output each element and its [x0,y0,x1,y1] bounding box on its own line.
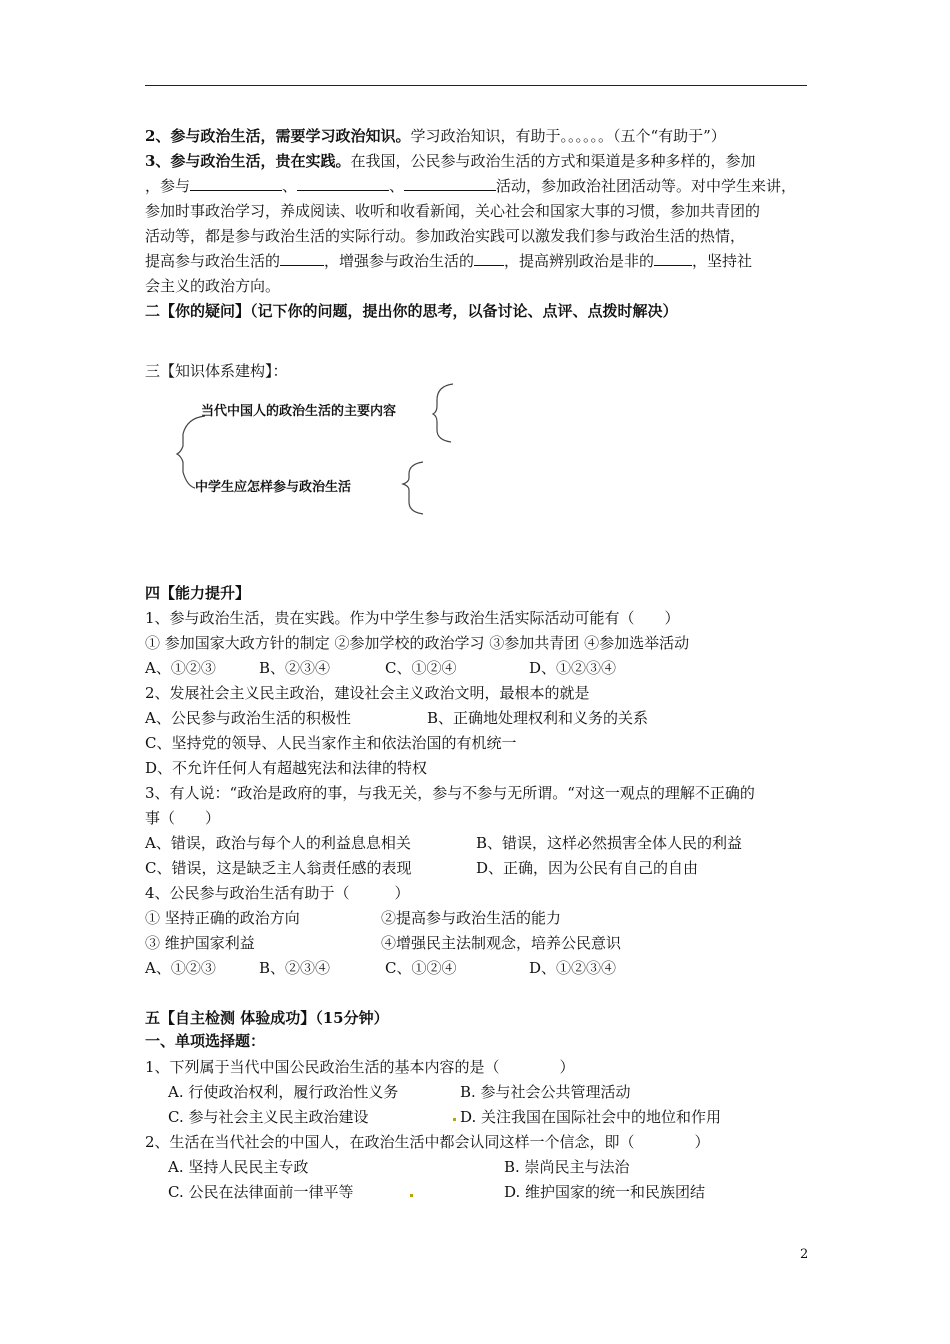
option-c[interactable]: C、坚持党的领导、人民当家作主和依法治国的有机统一 [145,734,517,752]
item-3: ③ 维护国家利益 [145,934,255,952]
option-d[interactable]: D. 关注我国在国际社会中的地位和作用 [460,1108,722,1126]
diagram-label-student-participation: 中学生应怎样参与政治生活 [195,480,352,495]
text-practice: 在我国，公民参与政治生活的方式和渠道是多种多样的，参加 [350,152,756,170]
text-line-7: 会主义的政治方向。 [145,277,281,295]
option-b[interactable]: B. 崇尚民主与法治 [504,1158,630,1176]
knowledge-diagram [175,378,465,520]
section-ability-heading: 四【能力提升】 [145,584,251,602]
ability-q1: 1、参与政治生活，贵在实践。作为中学生参与政治生活实际活动可能有（ ） [145,609,680,627]
diagram-label-main-content: 当代中国人的政治生活的主要内容 [201,404,397,419]
text-line-5: 活动等，都是参与政治生活的实际行动。参加政治实践可以激发我们参与政治生活的热情， [145,227,746,245]
option-c[interactable]: C. 公民在法律面前一律平等 [168,1183,354,1201]
heading-learn-knowledge: 2、参与政治生活，需要学习政治知识。 [145,127,411,145]
section-questions-heading: 二【你的疑问】（记下你的问题，提出你的思考，以备讨论、点评、点拨时解决） [145,302,678,320]
single-choice-heading: 一、单项选择题： [145,1032,266,1050]
item-2: ②提高参与政治生活的能力 [381,909,562,927]
text-uphold: ，坚持社 [692,252,753,270]
option-b[interactable]: B. 参与社会公共管理活动 [460,1083,631,1101]
test-q1: 1、下列属于当代中国公民政治生活的基本内容的是（ ） [145,1058,575,1076]
fill-blank-4[interactable] [280,251,324,266]
text-line-1 [145,126,813,146]
stray-mark [410,1194,413,1197]
fill-blank-5[interactable] [474,251,504,266]
page-number: 2 [800,1247,809,1262]
option-d[interactable]: D、①②③④ [529,659,617,677]
section-selftest-heading: 五【自主检测 体验成功】（15分钟） [145,1009,389,1027]
text-line-2 [145,151,813,171]
option-d[interactable]: D、①②③④ [529,959,617,977]
option-c[interactable]: C、①②④ [385,959,457,977]
heading-practice: 3、参与政治生活，贵在实践。 [145,152,351,170]
fill-blank-3[interactable] [404,176,496,191]
ability-q4: 4、公民参与政治生活有助于（ ） [145,884,410,902]
option-c[interactable]: C. 参与社会主义民主政治建设 [168,1108,369,1126]
option-c[interactable]: C、错误，这是缺乏主人翁责任感的表现 [145,859,412,877]
item-4: ④增强民主法制观念，培养公民意识 [381,934,622,952]
ability-q2: 2、发展社会主义民主政治，建设社会主义政治文明，最根本的就是 [145,684,590,702]
ability-q3-cont: 事（ ） [145,809,221,827]
option-d[interactable]: D、正确，因为公民有自己的自由 [476,859,699,877]
text-learn-knowledge: 学习政治知识，有助于。。。。。。（五个“有助于”） [410,127,726,145]
option-b[interactable]: B、错误，这样必然损害全体人民的利益 [476,834,743,852]
text-line-6 [145,251,813,271]
option-d[interactable]: D、不允许任何人有超越宪法和法律的特权 [145,759,428,777]
option-a[interactable]: A、公民参与政治生活的积极性 [145,709,351,727]
text-sep-1: 、 [282,177,298,195]
item-1: ① 坚持正确的政治方向 [145,909,300,927]
text-improve: 提高参与政治生活的 [145,252,281,270]
text-enhance: ，增强参与政治生活的 [324,252,475,270]
text-sep-2: 、 [389,177,405,195]
fill-blank-2[interactable] [297,176,389,191]
option-b[interactable]: B、②③④ [259,959,331,977]
option-a[interactable]: A. 坚持人民民主专政 [168,1158,309,1176]
option-b[interactable]: B、②③④ [259,659,331,677]
fill-blank-1[interactable] [190,176,282,191]
option-b[interactable]: B、正确地处理权利和义务的关系 [427,709,649,727]
ability-q1-items: ① 参加国家大政方针的制定 ②参加学校的政治学习 ③参加共青团 ④参加选举活动 [145,634,690,652]
option-a[interactable]: A、错误，政治与每个人的利益息息相关 [145,834,411,852]
section-knowledge-heading: 三【知识体系建构】： [145,362,288,380]
option-a[interactable]: A、①②③ [145,659,216,677]
text-participate: ，参与 [145,177,191,195]
fill-blank-6[interactable] [654,251,692,266]
text-activities: 活动，参加政治社团活动等。对中学生来讲， [496,177,797,195]
option-a[interactable]: A. 行使政治权利，履行政治性义务 [168,1083,399,1101]
text-line-3 [145,176,813,196]
header-rule [145,85,807,86]
text-distinguish: ，提高辨别政治是非的 [504,252,655,270]
option-d[interactable]: D. 维护国家的统一和民族团结 [504,1183,706,1201]
text-line-4: 参加时事政治学习，养成阅读、收听和收看新闻，关心社会和国家大事的习惯，参加共青团的 [145,202,761,220]
stray-mark [453,1118,456,1121]
test-q2: 2、生活在当代社会的中国人，在政治生活中都会认同这样一个信念，即（ ） [145,1133,710,1151]
option-c[interactable]: C、①②④ [385,659,457,677]
option-a[interactable]: A、①②③ [145,959,216,977]
ability-q3: 3、有人说：“政治是政府的事，与我无关，参与不参与无所谓。“对这一观点的理解不正确的 [145,784,755,802]
